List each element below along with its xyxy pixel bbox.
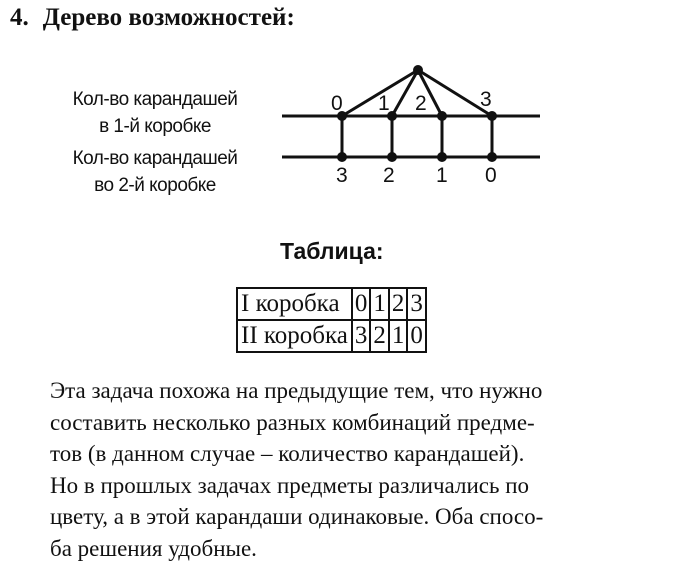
table-cell: 3 bbox=[407, 288, 426, 320]
node-top-3 bbox=[487, 111, 497, 121]
root-node bbox=[413, 65, 423, 75]
node-bottom-3 bbox=[487, 152, 497, 162]
paragraph-line: цвету, а в этой карандаши одинаковые. Оба спосо- bbox=[50, 504, 544, 529]
table-cell: 2 bbox=[370, 320, 389, 352]
section-number: 4. bbox=[10, 4, 29, 31]
table-cell: 1 bbox=[370, 288, 389, 320]
paragraph-line: тов (в данном случае – количество карандашей). bbox=[50, 441, 525, 466]
section-title: Дерево возможностей: bbox=[42, 4, 295, 31]
top-value-2: 2 bbox=[415, 92, 427, 115]
row1-label-line1: Кол-во карандашей bbox=[72, 89, 238, 110]
table-cell: 0 bbox=[407, 320, 426, 352]
top-value-0: 0 bbox=[331, 92, 343, 115]
possibility-tree bbox=[0, 0, 700, 200]
row1-label-line2: в 1-й коробке bbox=[99, 116, 211, 137]
table-row bbox=[237, 320, 426, 352]
top-value-3: 3 bbox=[480, 88, 492, 111]
table-row-label: I коробка bbox=[237, 288, 352, 320]
paragraph-line: Эта задача похожа на предыдущие тем, что нужно bbox=[50, 378, 543, 403]
explanation-paragraph bbox=[50, 375, 690, 564]
node-bottom-2 bbox=[437, 152, 447, 162]
node-bottom-0 bbox=[337, 152, 347, 162]
bottom-value-1: 2 bbox=[383, 164, 395, 187]
bottom-value-2: 1 bbox=[436, 164, 448, 187]
table-cell: 3 bbox=[352, 320, 371, 352]
top-value-1: 1 bbox=[378, 92, 390, 115]
table-row bbox=[237, 288, 426, 320]
bottom-value-0: 3 bbox=[336, 164, 348, 187]
bottom-value-3: 0 bbox=[485, 164, 497, 187]
row2-label-line2: во 2-й коробке bbox=[94, 175, 216, 196]
paragraph-line: составить несколько разных комбинаций предме- bbox=[50, 409, 535, 435]
paragraph-line: ба решения удобные. bbox=[50, 535, 257, 561]
node-bottom-1 bbox=[387, 152, 397, 162]
table-cell: 1 bbox=[389, 320, 408, 352]
table-title: Таблица: bbox=[280, 238, 384, 264]
table-row-label: II коробка bbox=[237, 320, 352, 352]
row2-label-line1: Кол-во карандашей bbox=[72, 148, 238, 169]
node-top-2 bbox=[437, 111, 447, 121]
table-cell: 2 bbox=[389, 288, 408, 320]
combination-table bbox=[236, 287, 427, 353]
paragraph-line: Но в прошлых задачах предметы различались по bbox=[50, 472, 530, 498]
table-cell: 0 bbox=[352, 288, 371, 320]
